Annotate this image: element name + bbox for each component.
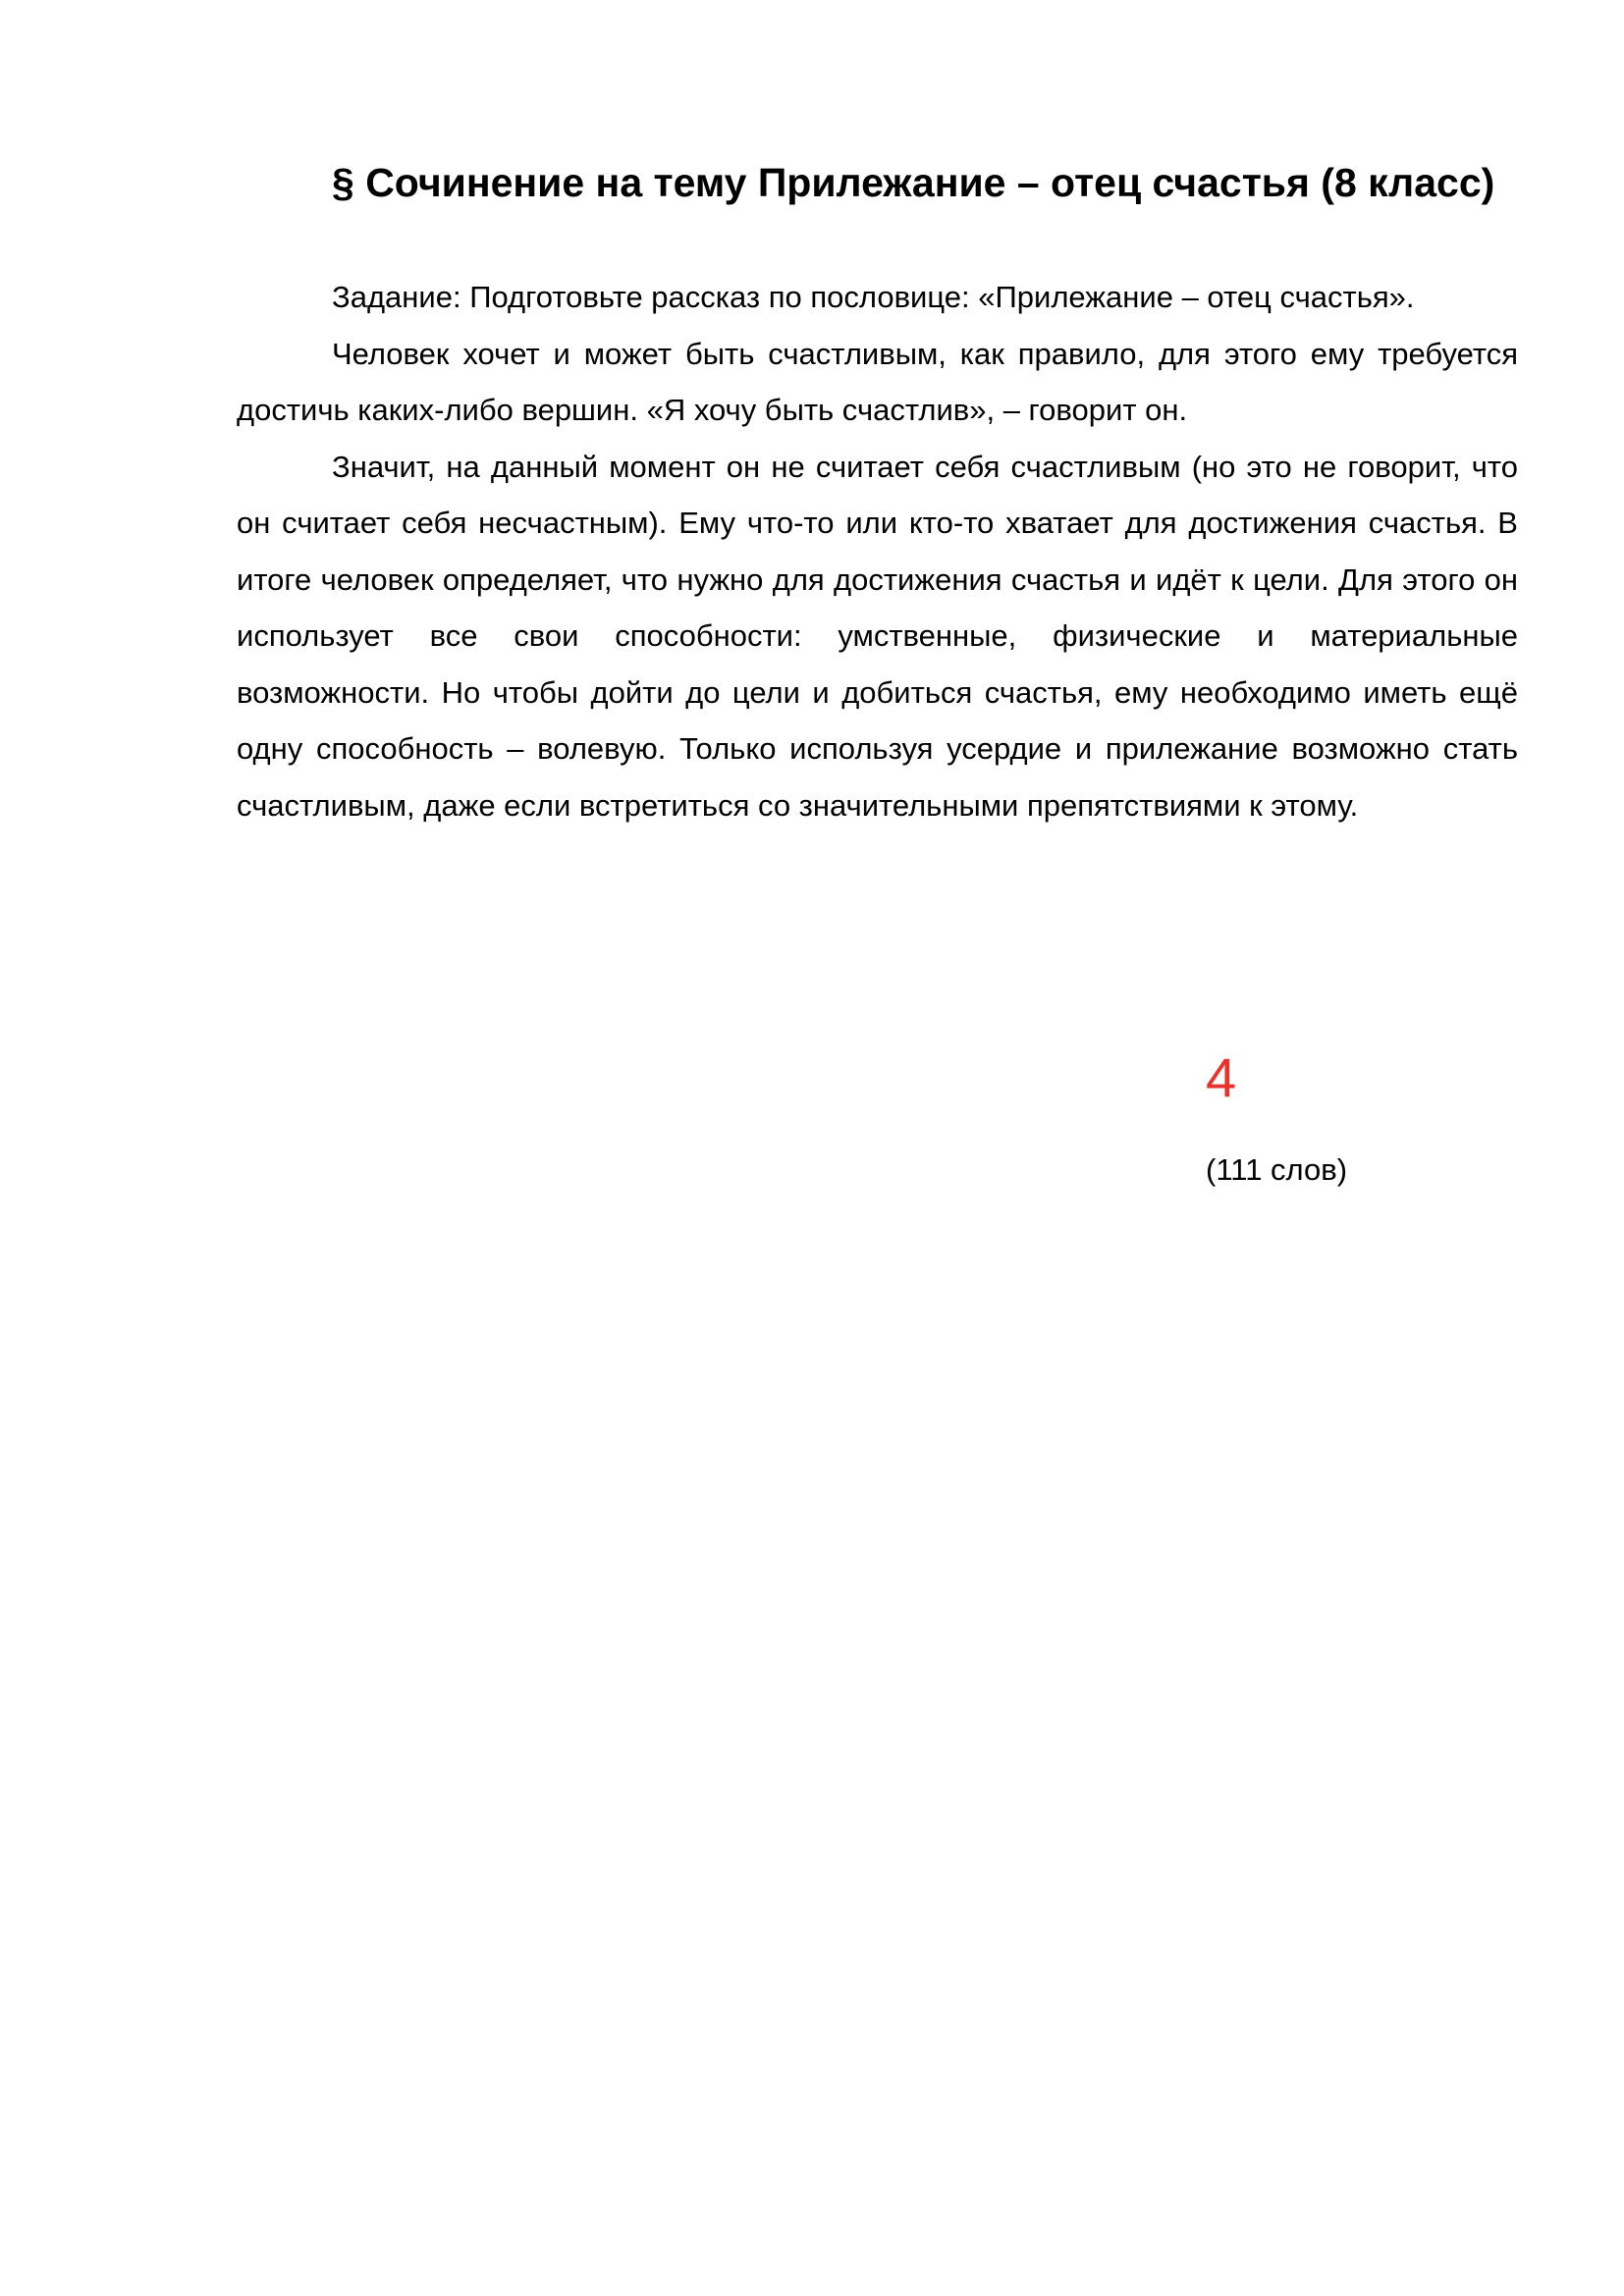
task-paragraph: Задание: Подготовьте рассказ по пословице: «Прилежание – отец счастья».: [332, 280, 1415, 314]
document-content: [237, 147, 1518, 833]
body-paragraph-2: Значит, на данный момент он не считает себя счастливым (но это не говорит, что он считает себя несчастным). Ему что-то или кто-то хватает для достижения счастья. В итоге человек определяет, что нужно для достижения счастья и идёт к цели. Для этого он использует все свои способности: умственные, физические и материальные возможности. Но чтобы дойти до цели и добиться счастья, ему необходимо иметь ещё одну способность – волевую. Только используя усердие и прилежание возможно стать счастливым, даже если встретиться со значительными препятствиями к этому.: [237, 449, 1518, 823]
word-count: (111 слов): [1206, 1152, 1348, 1187]
essay-title: § Сочинение на тему Прилежание – отец счастья (8 класс): [332, 160, 1495, 205]
body-paragraph-1: Человек хочет и может быть счастливым, как правило, для этого ему требуется достичь каких-либо вершин. «Я хочу быть счастлив», – говорит он.: [237, 336, 1518, 427]
grade-mark: 4: [1206, 1046, 1237, 1108]
essay-body: [237, 269, 1518, 833]
